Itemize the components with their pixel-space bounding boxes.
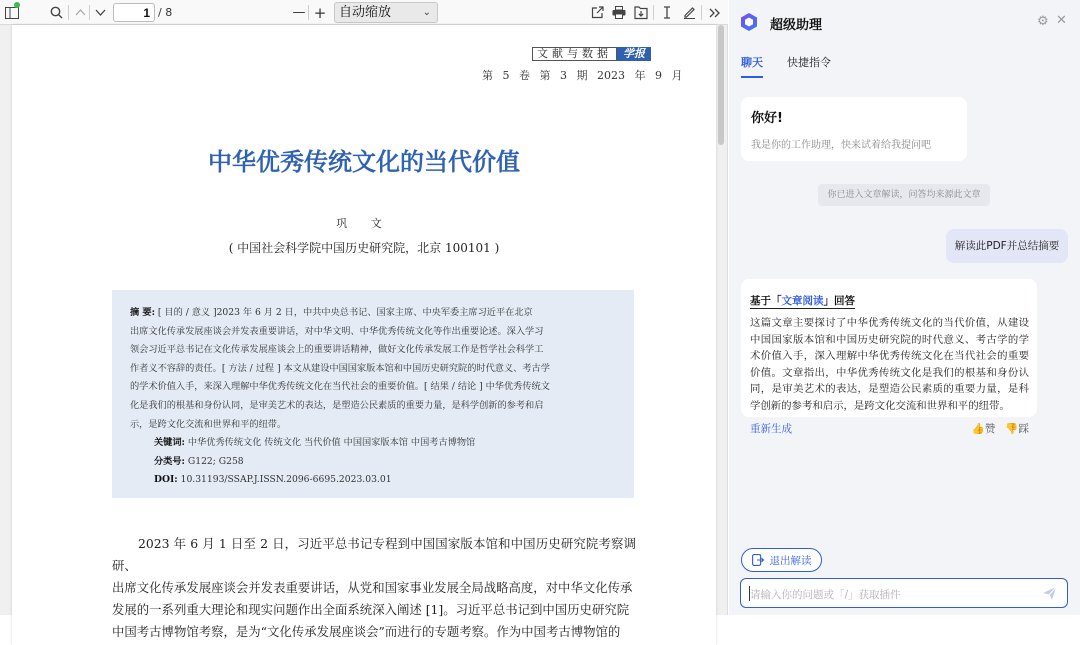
toolbar-divider — [701, 5, 702, 20]
article-affiliation: ( 中国社会科学院中国历史研究院，北京 100101 ) — [228, 241, 500, 255]
exit-icon — [752, 554, 764, 566]
journal-header — [532, 47, 651, 61]
greeting-subtitle: 我是你的工作助理，快来试着给我提问吧 — [751, 140, 931, 151]
source-link[interactable]: 文章阅读 — [781, 295, 824, 307]
classification-row — [130, 453, 618, 472]
assistant-logo-icon — [739, 12, 759, 32]
close-icon[interactable]: ✕ — [1056, 13, 1067, 28]
like-button[interactable]: 👍赞 — [971, 423, 996, 435]
zoom-out-button[interactable]: — — [292, 5, 306, 20]
assistant-title: 超级助理 — [770, 18, 823, 33]
feedback-buttons — [972, 421, 1029, 436]
body-line: 出席文化传承发展座谈会并发表重要讲话，从党和国家事业发展全局战略高度，对中华文化传承 — [112, 580, 633, 595]
status-dot — [14, 2, 20, 8]
chevron-down-icon: ⌄ — [422, 7, 431, 18]
abstract-box — [112, 290, 634, 498]
answer-source: 基于「文章阅读」回答 — [750, 295, 855, 307]
doi-row — [130, 471, 618, 490]
answer-actions — [750, 421, 1029, 435]
abstract-line: 作者义不容辞的责任。[ 方法 / 过程 ] 本文从建设中国国家版本馆和中国历史研究院的时代意义、考古学 — [130, 362, 550, 374]
answer-text: 这篇文章主要探讨了中华优秀传统文化的当代价值，从建设中国国家版本馆和中国历史研究院的时代意义、考古学的学术价值入手，深入理解中华优秀传统文化在当代社会的重要价值。文章指出，中华优秀传统文化是我们的根基和身份认同，是审美艺术的表达，是塑造公民素质的重要力量，是科学创新的参考和启示，是跨文化交流和世界和平的纽带。 — [750, 317, 1029, 412]
tab-shortcuts[interactable]: 快捷指令 — [787, 56, 831, 69]
journal-badge: 学报 — [617, 47, 651, 61]
classification-value: G122; G258 — [187, 455, 244, 467]
keywords-value: 中华优秀传统文化 传统文化 当代价值 中国国家版本馆 中国考古博物馆 — [187, 437, 476, 449]
doi-value: 10.31193/SSAP.J.ISSN.2096-6695.2023.03.01 — [180, 474, 392, 486]
assistant-tabs — [741, 54, 831, 78]
pdf-page — [12, 25, 716, 645]
abstract-line: 出席文化传承发展座谈会并发表重要讲话，对中华文明、中华优秀传统文化等作出重要论述。深入学习 — [130, 325, 544, 337]
assistant-answer — [741, 279, 1037, 417]
abstract-line: 化是我们的根基和身份认同，是审美艺术的表达，是塑造公民素质的重要力量，是科学创新的参考和启 — [130, 399, 544, 411]
body-line: 中国考古博物馆考察，是为“文化传承发展座谈会”而进行的专题考察。作为中国考古博物馆的 — [112, 624, 621, 639]
abstract-line: 的学术价值入手，来深入理解中华优秀传统文化在当代社会的重要价值。[ 结果 / 结论 ] 中华优秀传统文 — [130, 381, 550, 393]
page-total: / 8 — [158, 6, 173, 19]
greeting-bubble — [741, 97, 967, 161]
pdf-toolbar — [0, 0, 728, 25]
pdf-scrollbar[interactable] — [715, 25, 727, 615]
chat-input-placeholder: 请输入你的问题或「/」获取插件 — [750, 589, 901, 601]
toolbar-divider — [653, 5, 654, 20]
exit-button-label: 退出解读 — [769, 554, 812, 567]
toolbar-divider — [89, 5, 90, 20]
abstract-line: 示，是跨文化交流和世界和平的纽带。 — [130, 418, 287, 430]
keywords-label: 关键词: — [154, 437, 185, 449]
body-line: 发展的一系列重大理论和现实问题作出全面系统深入阐述 [1]。习近平总书记到中国历史研究院 — [112, 602, 630, 617]
keywords-row — [130, 434, 618, 453]
journal-name: 文献与数据 — [532, 47, 617, 61]
issue-info: 第 5 卷 第 3 期 2023 年 9 月 — [482, 69, 683, 82]
settings-gear-icon[interactable]: ⚙ — [1037, 14, 1049, 29]
toolbar-divider — [68, 5, 69, 20]
body-text — [112, 533, 636, 643]
abstract-line: 摘 要: [ 目的 / 意义 ]2023 年 6 月 2 日，中共中央总书记、国家主席、中央军委主席习近平在北京 — [130, 307, 533, 318]
toolbar-divider — [308, 5, 309, 20]
chat-input[interactable] — [740, 578, 1068, 608]
thumbs-up-icon: 👍 — [971, 423, 985, 435]
search-icon[interactable] — [47, 0, 65, 25]
article-title: 中华优秀传统文化的当代价值 — [208, 148, 520, 176]
save-icon[interactable] — [632, 0, 650, 25]
body-line: 2023 年 6 月 1 日至 2 日，习近平总书记专程到中国国家版本馆和中国历史研究院考察调研、 — [112, 536, 636, 573]
scrollbar-thumb[interactable] — [718, 25, 724, 145]
text-cursor-icon[interactable] — [658, 0, 676, 25]
assistant-panel — [729, 0, 1080, 615]
exit-reading-button[interactable] — [741, 548, 822, 572]
more-tools-icon[interactable] — [706, 0, 724, 25]
doi-label: DOI: — [154, 474, 178, 486]
classification-label: 分类号: — [154, 455, 185, 467]
draw-pen-icon[interactable] — [680, 0, 698, 25]
greeting-title: 你好! — [751, 111, 783, 126]
open-external-icon[interactable] — [588, 0, 606, 25]
page-number-input[interactable] — [113, 3, 155, 22]
user-message: 解读此PDF并总结摘要 — [946, 229, 1068, 263]
send-icon[interactable] — [1042, 586, 1057, 605]
abstract-label: 摘 要: — [130, 307, 155, 318]
previous-page-icon[interactable] — [72, 0, 88, 25]
zoom-in-button[interactable]: + — [313, 3, 327, 22]
print-icon[interactable] — [610, 0, 628, 25]
abstract-line: 领会习近平总书记在文化传承发展座谈会上的重要讲话精神，做好文化传承发展工作是哲学社会科学工 — [130, 344, 544, 356]
context-notice: 你已进入文章解读，问答均来源此文章 — [818, 184, 990, 206]
article-author: 巩 文 — [336, 217, 392, 230]
regenerate-button[interactable]: 重新生成 — [750, 423, 792, 435]
dislike-button[interactable]: 👎踩 — [1005, 423, 1029, 435]
pdf-page-area[interactable] — [0, 25, 728, 639]
thumbs-down-icon: 👎 — [1005, 423, 1019, 435]
next-page-icon[interactable] — [92, 0, 108, 25]
tab-chat[interactable]: 聊天 — [741, 54, 763, 78]
zoom-select[interactable] — [334, 2, 438, 23]
zoom-select-value: 自动缩放 — [339, 5, 392, 20]
assistant-header — [729, 0, 1080, 44]
